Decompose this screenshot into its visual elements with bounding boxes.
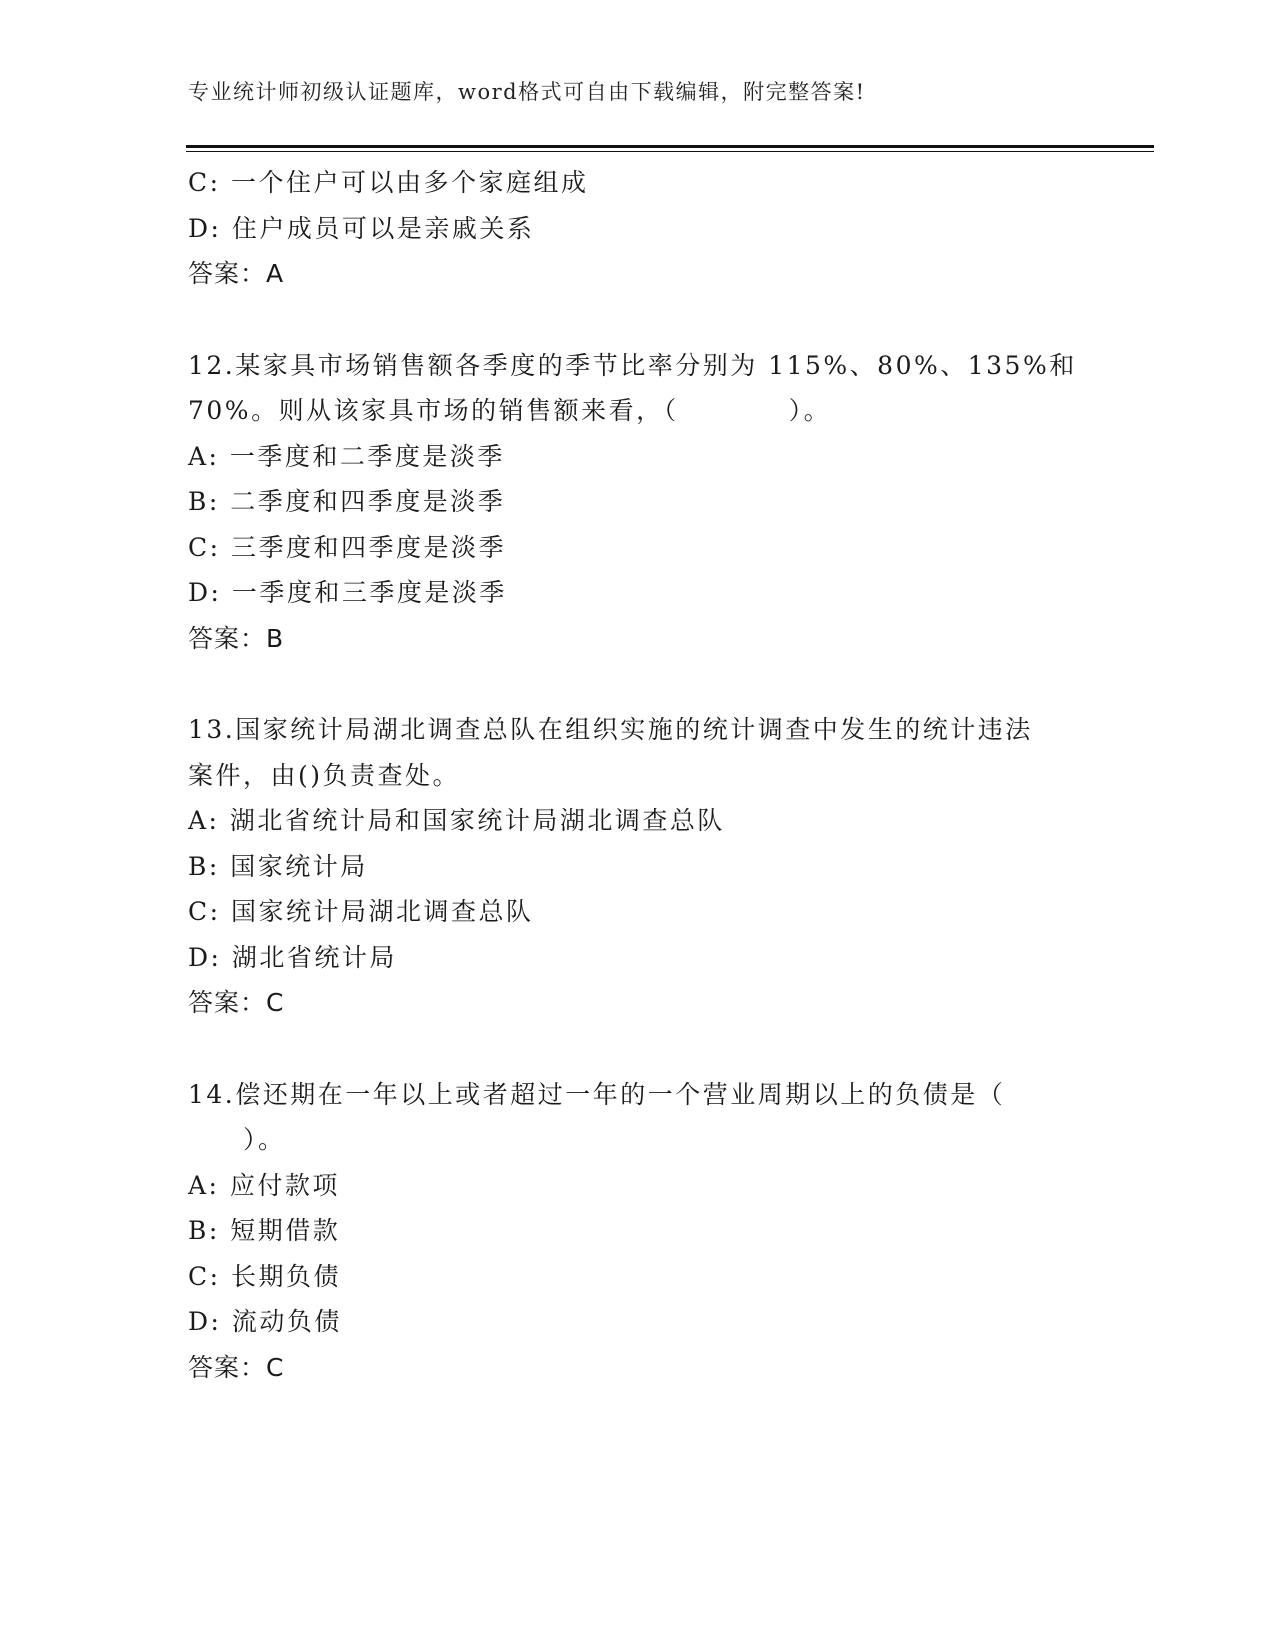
option-b: B: 二季度和四季度是淡季 [188, 487, 506, 516]
question-stem-line: ）。 [188, 1125, 286, 1154]
question-11-tail [188, 160, 1088, 297]
answer-line: 答案：C [188, 1352, 285, 1382]
option-d: D: 一季度和三季度是淡季 [188, 578, 507, 607]
option-d: D: 湖北省统计局 [188, 942, 397, 972]
question-stem-line: 案件，由()负责查处。 [188, 760, 461, 790]
question-stem-line: 13.国家统计局湖北调查总队在组织实施的统计调查中发生的统计违法 [188, 715, 1033, 744]
spacer [188, 1026, 1088, 1072]
header-rule-thick [186, 145, 1154, 148]
answer-line: 答案：B [188, 623, 285, 653]
option-b: B: 短期借款 [188, 1216, 341, 1245]
question-stem-line: 14.偿还期在一年以上或者超过一年的一个营业周期以上的负债是（ [188, 1079, 1006, 1109]
question-content [188, 160, 1088, 1390]
page-header: 专业统计师初级认证题库，word格式可自由下载编辑，附完整答案! [188, 80, 866, 104]
option-c: C: 三季度和四季度是淡季 [188, 532, 506, 562]
option-a: A: 应付款项 [188, 1170, 340, 1200]
option-d: D: 住户成员可以是亲戚关系 [188, 213, 535, 243]
option-c: C: 国家统计局湖北调查总队 [188, 897, 534, 926]
answer-line: 答案：C [188, 988, 285, 1017]
option-a: A: 湖北省统计局和国家统计局湖北调查总队 [188, 806, 725, 835]
spacer [188, 297, 1088, 343]
spacer [188, 661, 1088, 707]
answer-line: 答案：A [188, 259, 285, 288]
option-d: D: 流动负债 [188, 1307, 342, 1336]
question-12 [188, 343, 1088, 662]
question-14 [188, 1072, 1088, 1391]
option-c: C: 长期负债 [188, 1261, 341, 1291]
question-13 [188, 707, 1088, 1026]
option-a: A: 一季度和二季度是淡季 [188, 441, 505, 471]
question-stem-line: 12.某家具市场销售额各季度的季节比率分别为 115%、80%、135%和 [188, 350, 1077, 380]
option-c: C: 一个住户可以由多个家庭组成 [188, 168, 589, 197]
header-rule-thin [186, 151, 1154, 152]
question-stem-line: 70%。则从该家具市场的销售额来看，（ ）。 [188, 396, 832, 425]
option-b: B: 国家统计局 [188, 851, 368, 881]
